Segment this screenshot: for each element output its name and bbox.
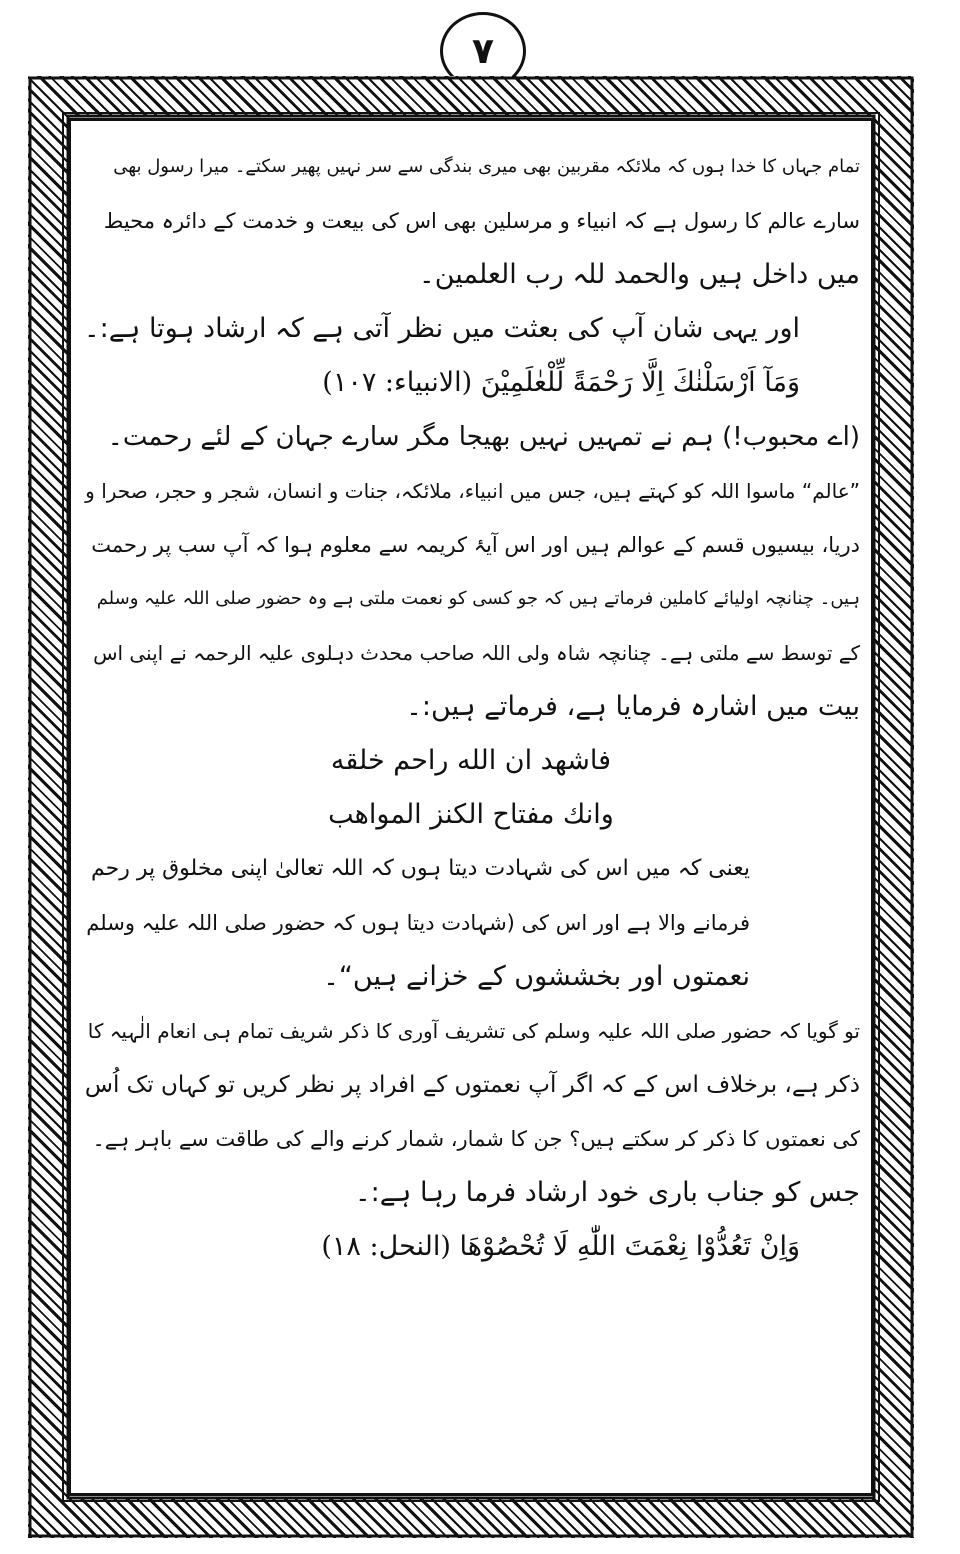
quran-verse: وَمَآ اَرْسَلْنٰكَ اِلَّا رَحْمَةً لِّلْعٰلَمِيْنَ (الانبیاء: ۱۰۷) — [322, 367, 800, 398]
couplet-translation: فرمانے والا ہے اور اس کی (شہادت دیتا ہوں کہ حضور صلی اللہ علیہ وسلم — [86, 911, 750, 935]
text-line: بیت میں اشارہ فرمایا ہے، فرماتے ہیں:۔ — [406, 691, 860, 722]
quran-verse: وَاِنْ تَعُدُّوْا نِعْمَتَ اللّٰهِ لَا تُحْصُوْهَا (النحل: ۱۸) — [321, 1231, 800, 1262]
text-line: ذکر ہے، برخلاف اس کے کہ اگر آپ نعمتوں کے افراد پر نظر کریں تو کہاں تک اُس — [84, 1072, 860, 1098]
couplet-translation: یعنی کہ میں اس کی شہادت دیتا ہوں کہ اللہ تعالیٰ اپنی مخلوق پر رحم — [90, 856, 750, 881]
couplet-translation: نعمتوں اور بخششوں کے خزانے ہیں“۔ — [323, 961, 750, 992]
text-line: تو گویا کہ حضور صلی اللہ علیہ وسلم کی تشریف آوری کا ذکر شریف تمام ہی انعام الٰہیہ کا — [87, 1019, 860, 1043]
arabic-couplet-line: وانك مفتاح الكنز المواهب — [328, 799, 614, 830]
verse-translation: (اے محبوب!) ہم نے تمہیں نہیں بھیجا مگر سارے جہان کے لئے رحمت۔ — [107, 422, 860, 452]
text-line: جس کو جناب باری خود ارشاد فرما رہا ہے:۔ — [354, 1177, 860, 1208]
text-line: کے توسط سے ملتی ہے۔ چنانچہ شاہ ولی اللہ صاحب محدث دہلوی علیہ الرحمہ نے اپنی اس — [93, 641, 860, 665]
text-line: تمام جہاں کا خدا ہوں کہ ملائکہ مقربین بھی میری بندگی سے سر نہیں پھیر سکتے۔ میرا رسول بھی — [113, 156, 860, 177]
text-line: اور یہی شان آپ کی بعثت میں نظر آتی ہے کہ ارشاد ہوتا ہے:۔ — [83, 313, 800, 344]
page-body — [82, 140, 860, 1480]
text-line: دریا، بیسیوں قسم کے عوالم ہیں اور اس آیۂ کریمہ سے معلوم ہوا کہ آپ سب پر رحمت — [91, 533, 860, 557]
text-line: سارے عالم کا رسول ہے کہ انبیاء و مرسلین بھی اس کی بیعت و خدمت کے دائرہ محیط — [103, 209, 860, 233]
text-line: ”عالم“ ماسوا اللہ کو کہتے ہیں، جس میں انبیاء، ملائکہ، جنات و انسان، شجر و حجر، صحرا و — [85, 479, 860, 503]
text-line: کی نعمتوں کا ذکر کر سکتے ہیں؟ جن کا شمار، شمار کرنے والے کی طاقت سے باہر ہے۔ — [92, 1127, 860, 1151]
text-line: میں داخل ہیں والحمد للہ رب العلمین۔ — [418, 259, 860, 290]
page-number: ۷ — [440, 12, 526, 90]
arabic-couplet-line: فاشهد ان الله راحم خلقه — [330, 745, 612, 776]
text-line: ہیں۔ چنانچہ اولیائے کاملین فرماتے ہیں کہ جو کسی کو نعمت ملتی ہے وہ حضور صلی اللہ علیہ وسلم — [96, 588, 860, 609]
